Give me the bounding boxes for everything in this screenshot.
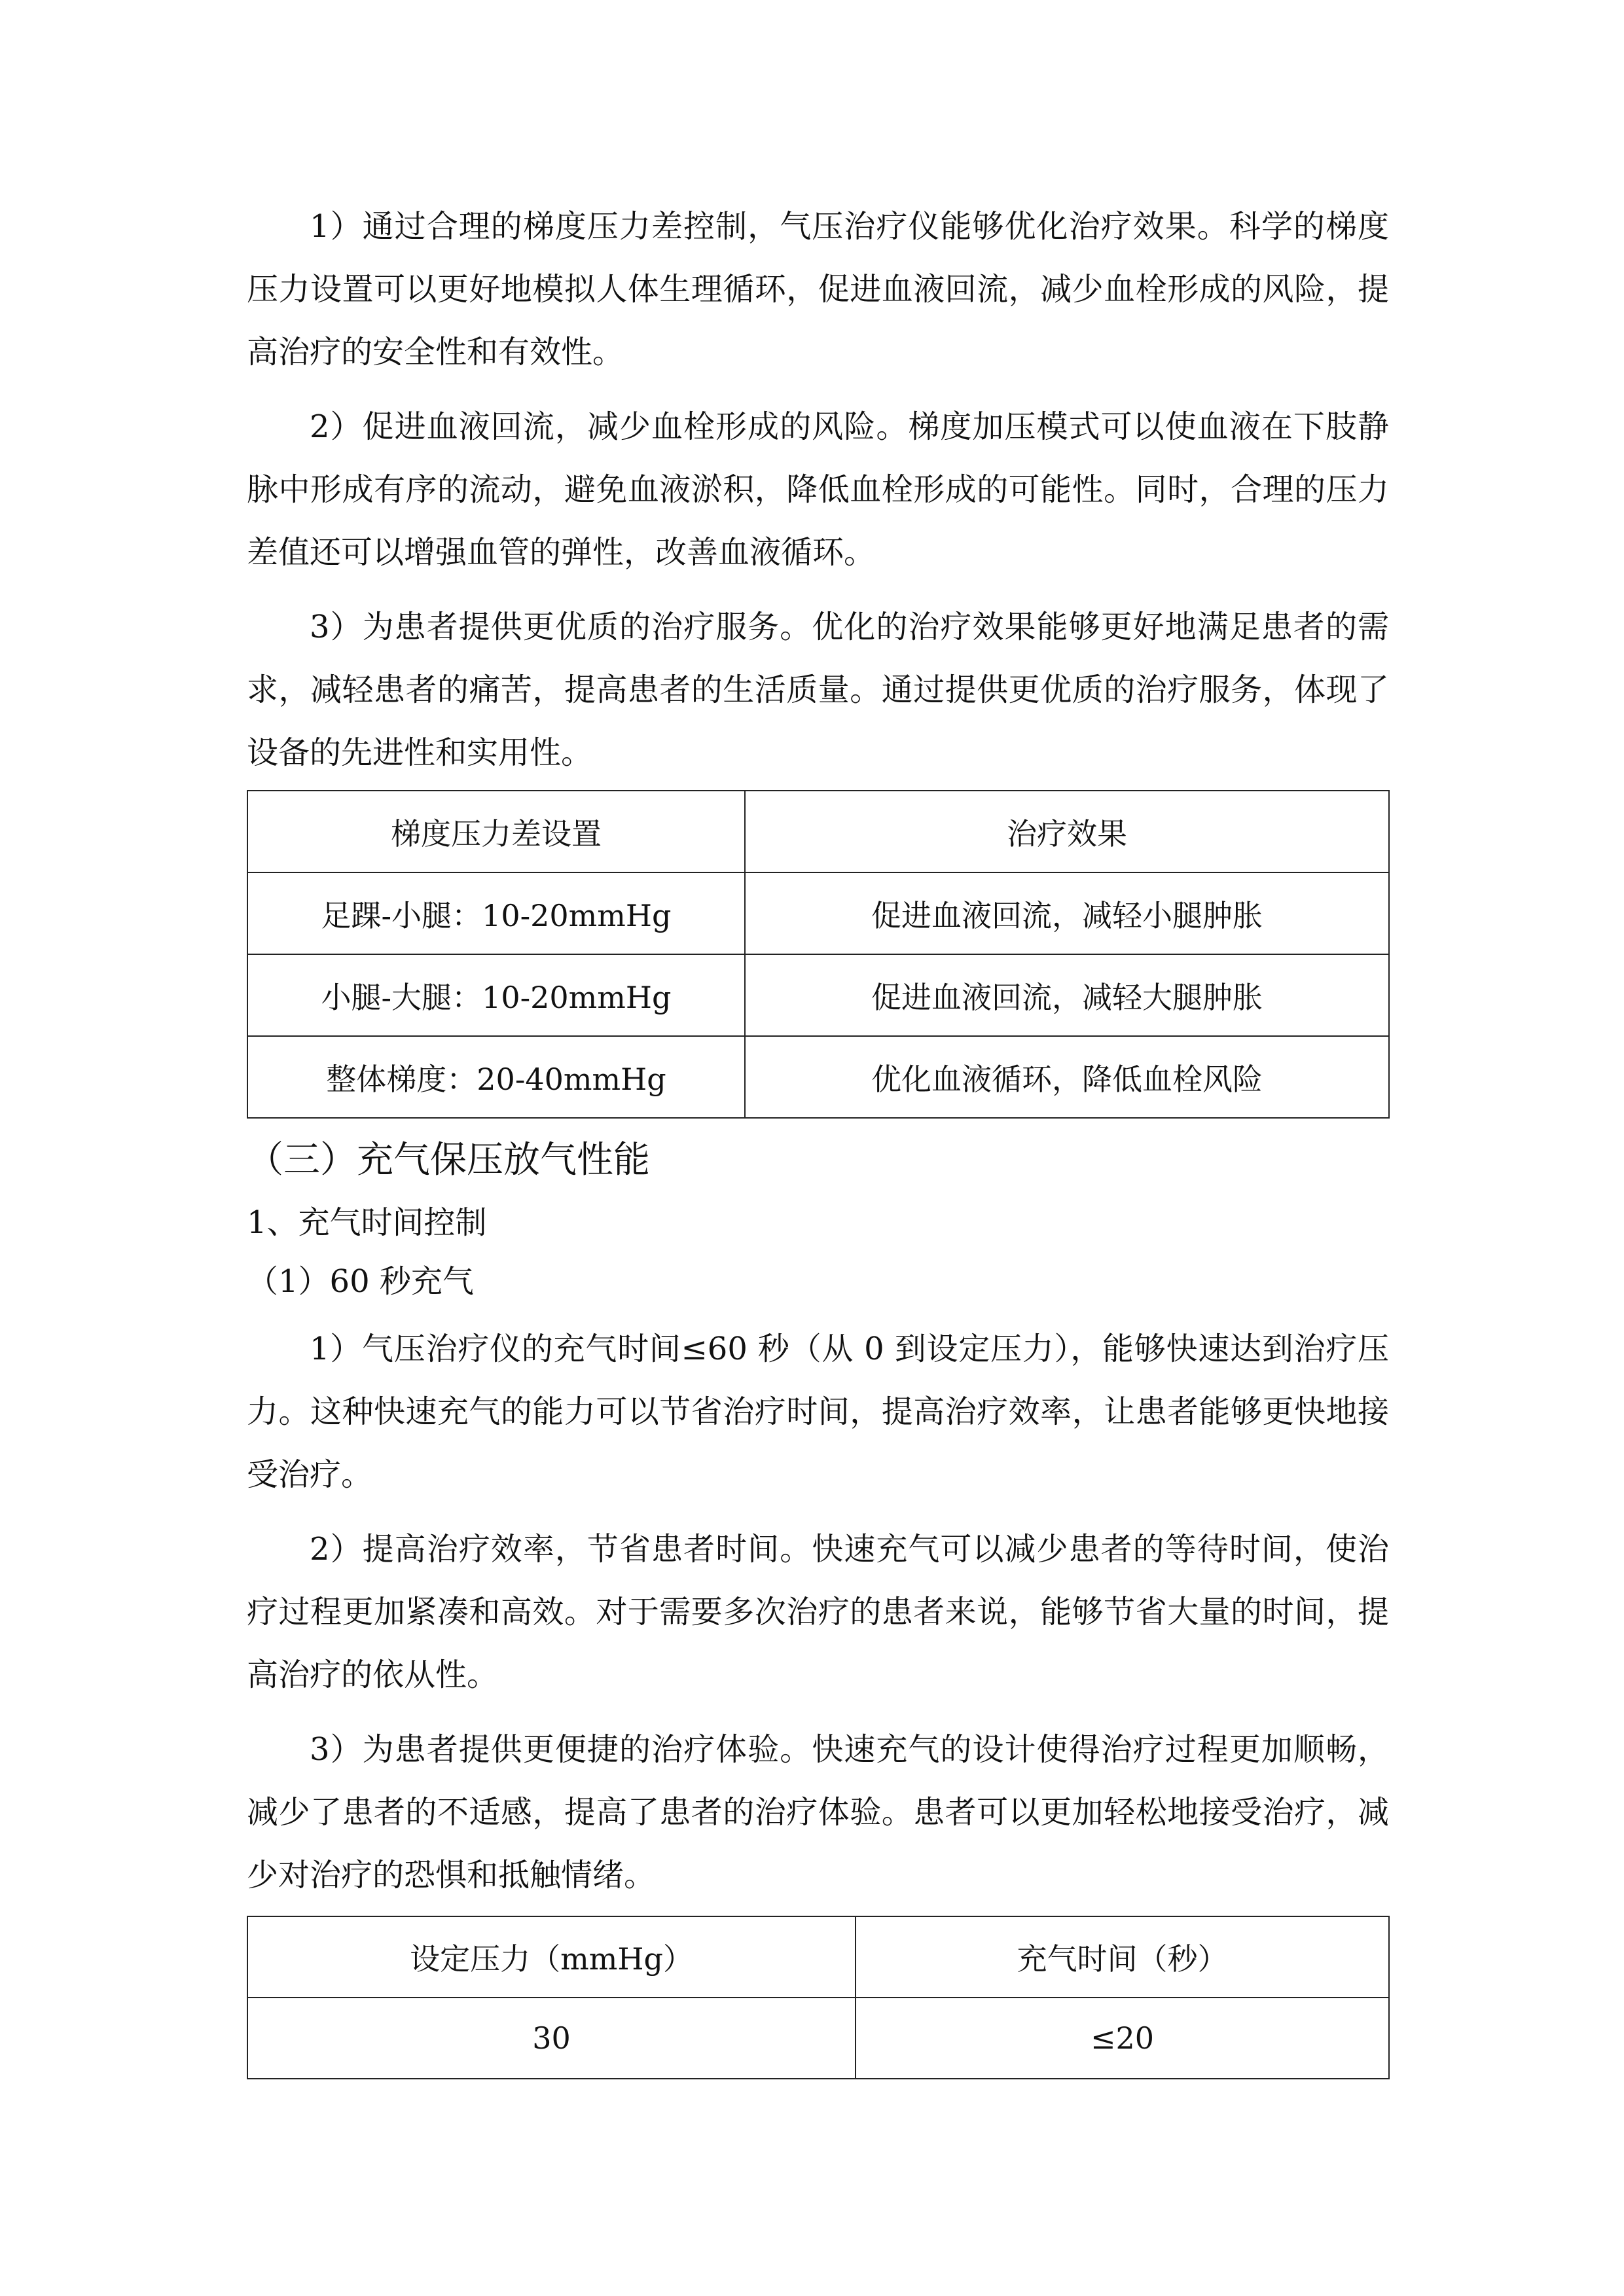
table-header-row — [247, 1916, 1389, 1998]
table-cell: 小腿-大腿：10-20mmHg — [247, 954, 745, 1036]
table-cell: 促进血液回流，减轻小腿肿胀 — [745, 872, 1389, 954]
sub-sub-heading: （1）60 秒充气 — [247, 1263, 474, 1300]
table-row — [247, 872, 1389, 954]
sub-heading: 1、充气时间控制 — [247, 1204, 487, 1241]
table-header-cell: 治疗效果 — [745, 791, 1389, 872]
table-header-cell: 充气时间（秒） — [856, 1916, 1389, 1998]
section-heading: （三）充气保压放气性能 — [247, 1139, 650, 1181]
table-row — [247, 954, 1389, 1036]
table-cell: ≤20 — [856, 1998, 1389, 2079]
table-row — [247, 1998, 1389, 2079]
table-cell: 足踝-小腿：10-20mmHg — [247, 872, 745, 954]
paragraph-patient-service: 3）为患者提供更优质的治疗服务。优化的治疗效果能够更好地满足患者的需求，减轻患者的痛苦，提高患者的生活质量。通过提供更优质的治疗服务，体现了设备的先进性和实用性。 — [247, 609, 1389, 771]
table-header-cell: 梯度压力差设置 — [247, 791, 745, 872]
paragraph-efficiency: 2）提高治疗效率，节省患者时间。快速充气可以减少患者的等待时间，使治疗过程更加紧凑和高效。对于需要多次治疗的患者来说，能够节省大量的时间，提高治疗的依从性。 — [247, 1531, 1389, 1693]
table-cell: 整体梯度：20-40mmHg — [247, 1036, 745, 1118]
paragraph-blood-return: 2）促进血液回流，减少血栓形成的风险。梯度加压模式可以使血液在下肢静脉中形成有序的流动，避免血液淤积，降低血栓形成的可能性。同时，合理的压力差值还可以增强血管的弹性，改善血液循环。 — [247, 408, 1389, 571]
table-header-cell: 设定压力（mmHg） — [247, 1916, 856, 1998]
table-cell: 优化血液循环，降低血栓风险 — [745, 1036, 1389, 1118]
table-cell: 促进血液回流，减轻大腿肿胀 — [745, 954, 1389, 1036]
inflation-time-table — [247, 1916, 1390, 2079]
table-row — [247, 1036, 1389, 1118]
table-cell: 30 — [247, 1998, 856, 2079]
gradient-pressure-table — [247, 790, 1390, 1119]
paragraph-gradient-benefit: 1）通过合理的梯度压力差控制，气压治疗仪能够优化治疗效果。科学的梯度压力设置可以更好地模拟人体生理循环，促进血液回流，减少血栓形成的风险，提高治疗的安全性和有效性。 — [247, 208, 1389, 370]
table-header-row — [247, 791, 1389, 872]
paragraph-experience: 3）为患者提供更便捷的治疗体验。快速充气的设计使得治疗过程更加顺畅，减少了患者的不适感，提高了患者的治疗体验。患者可以更加轻松地接受治疗，减少对治疗的恐惧和抵触情绪。 — [247, 1731, 1389, 1893]
paragraph-inflation-time: 1）气压治疗仪的充气时间≤60 秒（从 0 到设定压力），能够快速达到治疗压力。这种快速充气的能力可以节省治疗时间，提高治疗效率，让患者能够更快地接受治疗。 — [247, 1331, 1389, 1493]
